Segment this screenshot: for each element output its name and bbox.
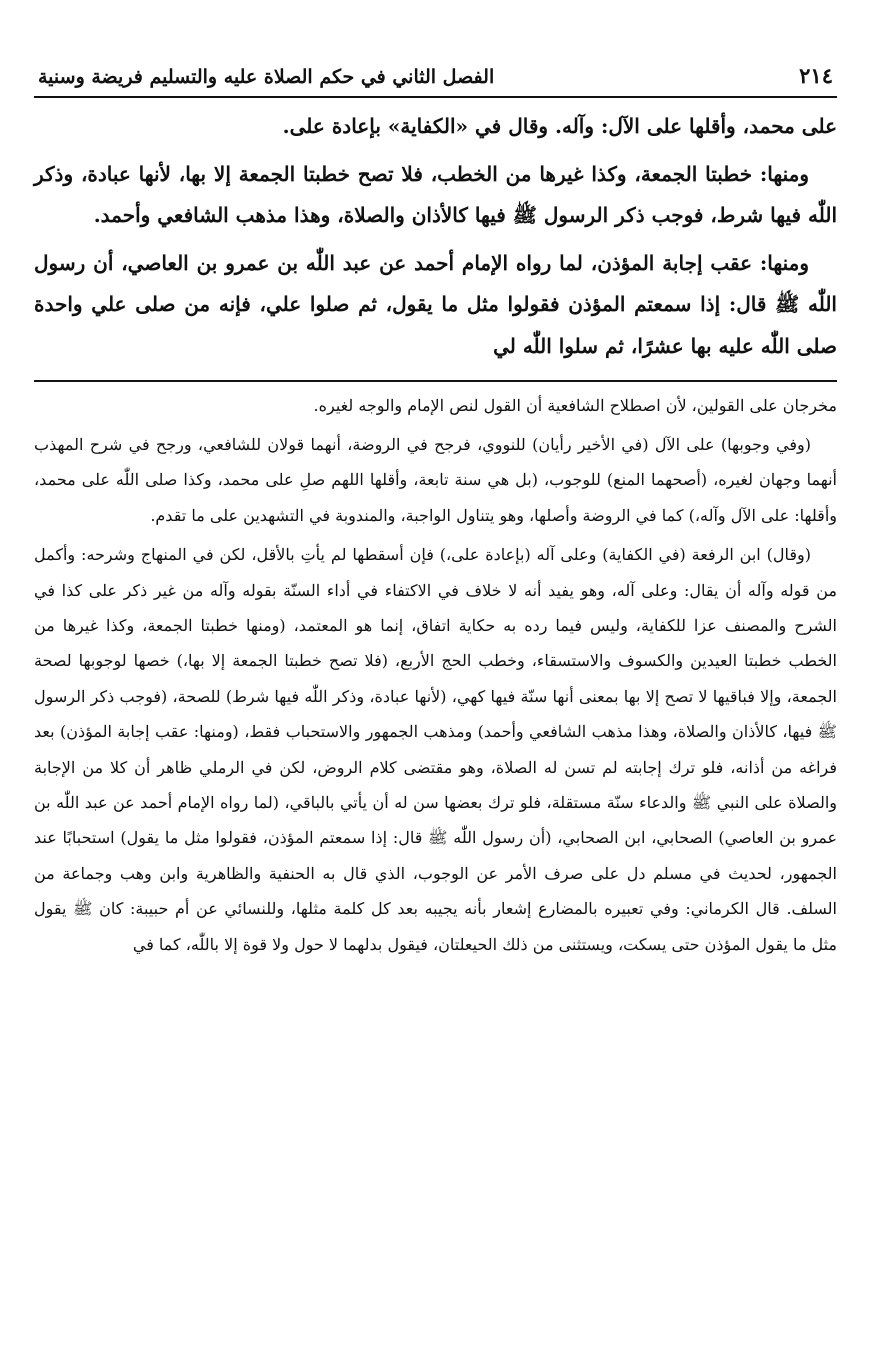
footnote-divider (34, 380, 837, 382)
main-paragraph: ومنها: خطبتا الجمعة، وكذا غيرها من الخطب، فلا تصح خطبتا الجمعة إلا بها، لأنها عبادة، وذكر اللّٰه فيها شرط، فوجب ذكر الرسول ﷺ فيها كالأذان والصلاة، وهذا مذهب الشافعي وأحمد. (34, 161, 837, 228)
main-paragraph: على محمد، وأقلها على الآل: وآله. وقال في «الكفاية» بإعادة على. (282, 114, 837, 138)
main-text (34, 98, 837, 368)
chapter-title: الفصل الثاني في حكم الصلاة عليه والتسليم فريضة وسنية (38, 66, 495, 88)
commentary (34, 388, 837, 963)
commentary-paragraph: مخرجان على القولين، لأن اصطلاح الشافعية أن القول لنص الإمام والوجه لغيره. (313, 395, 837, 415)
running-head (34, 56, 837, 98)
commentary-paragraph: (وقال) ابن الرفعة (في الكفاية) وعلى آله (بإعادة على،) فإن أسقطها لم يأتِ بالأقل، لكن في المنهاج وشرحه: وأكمل من قوله وآله أن يقال: وعلى آله، وهو يفيد أنه لا خلاف في الاكتفاء في أداء السنّة بقوله وآله من غير ذكر على كذا في الشرح والمصنف عزا للكفاية، وليس فيما رده به حكاية اتفاق، إنما هو المعتمد، (ومنها خطبتا الجمعة، وكذا غيرها من الخطب خطبتا العيدين والكسوف والاستسقاء، وخطب الحج الأربع، (فلا تصح خطبتا الجمعة إلا بها،) خصها لوجوبها لصحة الجمعة، وإلا فباقيها لا تصح إلا بها بمعنى أنها سنّة فيها كهي، (لأنها عبادة، وذكر اللّٰه فيها شرط) للصحة، (فوجب ذكر الرسول ﷺ فيها، كالأذان والصلاة، وهذا مذهب الشافعي وأحمد) ومذهب الجمهور والاستحباب فقط، (ومنها: عقب إجابة المؤذن) بعد فراغه من أذانه، فلو ترك إجابته لم تسن له الصلاة، وهو مقتضى كلام الروض، لكن في الرملي ظاهر أن كلا من الإجابة والصلاة على النبي ﷺ والدعاء سنّة مستقلة، فلو ترك بعضها سن له أن يأتي بالباقي، (لما رواه الإمام أحمد عن عبد اللّٰه بن عمرو بن العاصي) الصحابي، ابن الصحابي، (أن رسول اللّٰه ﷺ قال: إذا سمعتم المؤذن، فقولوا مثل ما يقول) استحبابًا عند الجمهور، لحديث في مسلم دل على صرف الأمر عن الوجوب، الذي قال به الحنفية والظاهرية وابن وهب وجماعة من السلف. قال الكرماني: وفي تعبيره بالمضارع إشعار بأنه يجيبه بعد كل كلمة مثلها، وللنسائي عن أم حبيبة: كان ﷺ يقول مثل ما يقول المؤذن حتى يسكت، ويستثنى من ذلك الحيعلتان، فيقول بدلهما لا حول ولا قوة إلا باللّٰه، كما في (34, 545, 838, 954)
page-number: ٢١٤ (799, 63, 833, 88)
main-paragraph: ومنها: عقب إجابة المؤذن، لما رواه الإمام أحمد عن عبد اللّٰه بن عمرو بن العاصي، أن رسول اللّٰه ﷺ قال: إذا سمعتم المؤذن فقولوا مثل ما يقول، ثم صلوا علي، فإنه من صلى علي واحدة صلى اللّٰه عليه بها عشرًا، ثم سلوا اللّٰه لي (34, 250, 837, 358)
commentary-paragraph: (وفي وجوبها) على الآل (في الأخير رأيان) للنووي، فرجح في الروضة، أنهما قولان للشافعي، ورجح في شرح المهذب أنهما وجهان لغيره، (أصحهما المنع) للوجوب، (بل هي سنة تابعة، وأقلها اللهم صلِ على محمد، وكذا صلى اللّٰه على محمد، وأقلها: على الآل وآله،) كما في الروضة وأصلها، وهو يتناول الواجبة، والمندوبة في التشهدين على ما تقدم. (34, 434, 837, 525)
book-page (34, 56, 837, 1339)
